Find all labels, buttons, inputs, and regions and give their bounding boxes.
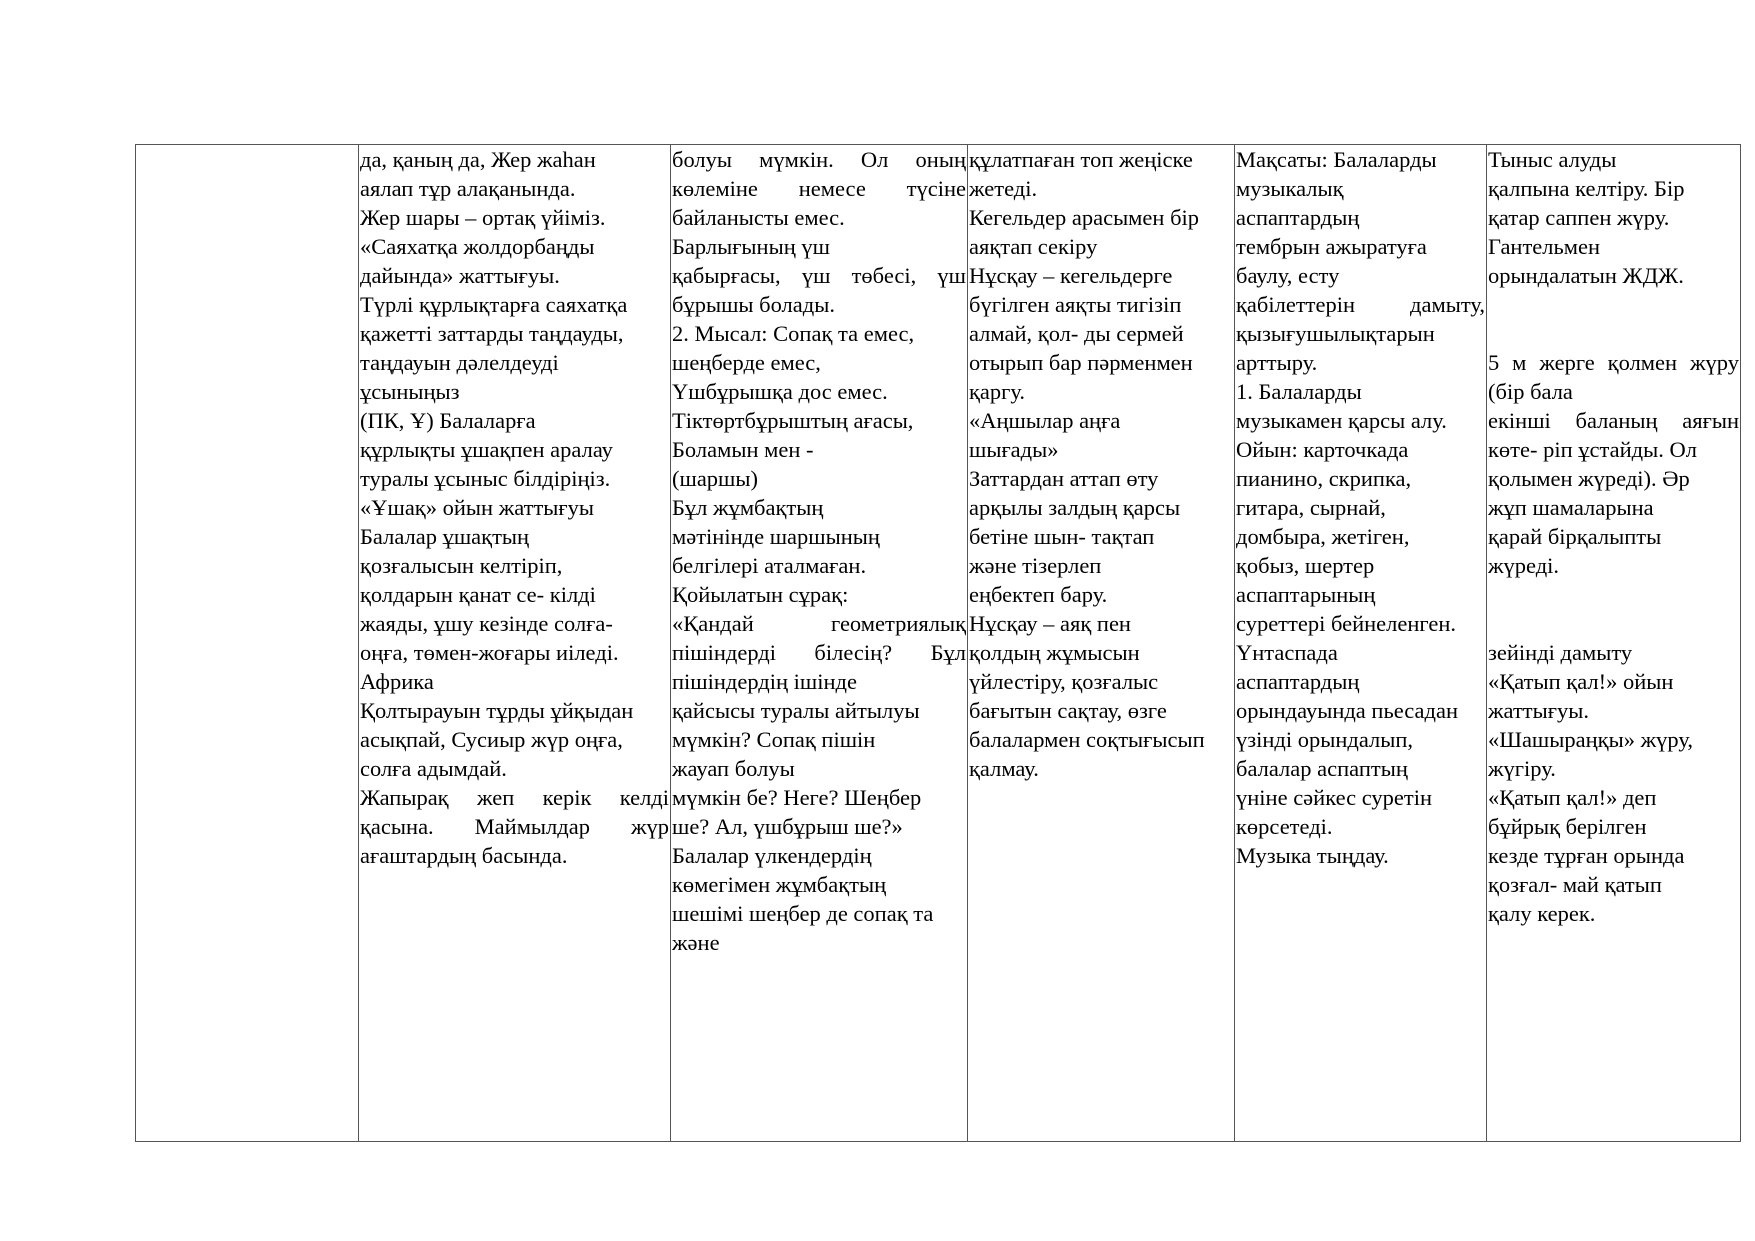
text-line: отырып бар пәрменмен [969, 350, 1193, 375]
text-line: болуы мүмкін. Ол оның [672, 147, 966, 172]
text-line: Үнтаспада [1236, 640, 1338, 665]
text-line: жүгіру. [1488, 756, 1556, 781]
text-line: гитара, сырнай, [1236, 495, 1386, 520]
text-line: қасына. Маймылдар жүр [360, 814, 669, 839]
table-cell [1235, 145, 1487, 1142]
text-line: оңға, төмен-жоғары иіледі. [360, 640, 619, 665]
table-cell [359, 145, 671, 1142]
text-line: Жер шары – ортақ үйіміз. [360, 205, 606, 230]
text-line: құлатпаған топ жеңіске [969, 147, 1193, 172]
text-line: мүмкін бе? Неге? Шеңбер [672, 785, 922, 810]
text-line: тембрын ажыратуға [1236, 234, 1427, 259]
text-line: Африка [360, 669, 434, 694]
text-line: ұсыныңыз [360, 379, 460, 404]
text-line: 2. Мысал: Сопақ та емес, [672, 321, 915, 346]
text-line: мәтінінде шаршының [672, 524, 880, 549]
table-cell [136, 145, 359, 1142]
text-line: «Қатып қал!» ойын [1488, 669, 1674, 694]
text-line: 5 м жерге қолмен жүру [1488, 350, 1739, 375]
text-line: қызығушылықтарын [1236, 321, 1435, 346]
text-line: қабілеттерін дамыту, [1236, 292, 1485, 317]
text-line: (бір бала [1488, 379, 1573, 404]
text-line: баулу, есту [1236, 263, 1340, 288]
text-line: Гантельмен [1488, 234, 1601, 259]
text-line: қобыз, шертер [1236, 553, 1375, 578]
text-line: көте- ріп ұстайды. Ол [1488, 437, 1697, 462]
text-line: аспаптардың [1236, 669, 1360, 694]
text-line: асықпай, Сусиыр жүр оңға, [360, 727, 623, 752]
text-line: бетіне шын- тақтап [969, 524, 1155, 549]
text-line: Түрлі құрлықтарға саяхатқа [360, 292, 628, 317]
text-line: туралы ұсыныс білдіріңіз. [360, 466, 611, 491]
text-line: байланысты емес. [672, 205, 845, 230]
text-line: шығады» [969, 437, 1059, 462]
text-line: екінші баланың аяғын [1488, 408, 1739, 433]
text-line: құрлықты ұшақпен аралау [360, 437, 613, 462]
table-cell [671, 145, 968, 1142]
text-line [1488, 609, 1739, 638]
text-line: бұйрық берілген [1488, 814, 1647, 839]
text-line: пішіндердің ішінде [672, 669, 857, 694]
text-line: қажетті заттарды таңдауды, [360, 321, 624, 346]
table-cell [1487, 145, 1741, 1142]
text-line: қолымен жүреді). Әр [1488, 466, 1690, 491]
text-line: қайсысы туралы айтылуы [672, 698, 920, 723]
text-line: пішіндерді білесің? Бұл [672, 640, 966, 665]
text-line: шешімі шеңбер де сопақ та [672, 901, 934, 926]
text-line: Нұсқау – аяқ пен [969, 611, 1131, 636]
text-line: балалар аспаптың [1236, 756, 1408, 781]
text-line: Нұсқау – кегельдерге [969, 263, 1173, 288]
text-line: «Қандай геометриялық [672, 611, 966, 636]
text-line: Боламын мен - [672, 437, 814, 462]
text-line: үзінді орындалып, [1236, 727, 1414, 752]
text-line: «Ұшақ» ойын жаттығуы [360, 495, 595, 520]
text-line: «Қатып қал!» деп [1488, 785, 1657, 810]
text-line: қалмау. [969, 756, 1039, 781]
text-line [1488, 319, 1739, 348]
text-line: жетеді. [969, 176, 1038, 201]
text-line: кезде тұрған орында [1488, 843, 1685, 868]
text-line: бүгілген аяқты тигізіп [969, 292, 1182, 317]
text-line: алмай, қол- ды сермей [969, 321, 1184, 346]
text-line: аспаптарының [1236, 582, 1376, 607]
text-line: музыкалық [1236, 176, 1344, 201]
text-line: көмегімен жұмбақтың [672, 872, 887, 897]
text-line: дайында» жаттығуы. [360, 263, 560, 288]
text-line: Балалар үлкендердің [672, 843, 872, 868]
text-line: қозғал- май қатып [1488, 872, 1662, 897]
text-line: Барлығының үш [672, 234, 830, 259]
text-line: музыкамен қарсы алу. [1236, 408, 1447, 433]
text-line: ағаштардың басында. [360, 843, 568, 868]
text-line: орындауында пьесадан [1236, 698, 1458, 723]
text-line: таңдауын дәлелдеуді [360, 350, 559, 375]
text-line: қабырғасы, үш төбесі, үш [672, 263, 966, 288]
text-line: көлеміне немесе түсіне [672, 176, 966, 201]
text-line: мүмкін? Сопақ пішін [672, 727, 876, 752]
text-line: (ПК, Ұ) Балаларға [360, 408, 536, 433]
text-line: көрсетеді. [1236, 814, 1333, 839]
text-line: және тізерлеп [969, 553, 1102, 578]
text-line: қатар саппен жүру. [1488, 205, 1670, 230]
text-line: және [672, 930, 720, 955]
text-line: орындалатын ЖДЖ. [1488, 263, 1684, 288]
text-line: Ойын: карточкада [1236, 437, 1409, 462]
text-line: «Саяхатқа жолдорбаңды [360, 234, 595, 259]
text-line: домбыра, жетіген, [1236, 524, 1410, 549]
text-line: белгілері аталмаған. [672, 553, 867, 578]
text-line: жаяды, ұшу кезінде солға- [360, 611, 613, 636]
text-line: жаттығуы. [1488, 698, 1589, 723]
text-line: ше? Ал, үшбұрыш ше?» [672, 814, 903, 839]
text-line: қаргу. [969, 379, 1026, 404]
text-line: Музыка тыңдау. [1236, 843, 1389, 868]
text-line: үніне сәйкес суретін [1236, 785, 1433, 810]
text-line: балалармен соқтығысып [969, 727, 1205, 752]
text-line: солға адымдай. [360, 756, 507, 781]
table-cell [968, 145, 1235, 1142]
text-line: Тыныс алуды [1488, 147, 1617, 172]
text-line: зейінді дамыту [1488, 640, 1633, 665]
text-line: Үшбұрышқа дос емес. [672, 379, 888, 404]
text-line: Заттардан аттап өту [969, 466, 1159, 491]
text-line [1488, 580, 1739, 609]
text-line: Мақсаты: Балаларды [1236, 147, 1437, 172]
text-line: да, қаның да, Жер жаһан [360, 147, 596, 172]
text-line: суреттері бейнеленген. [1236, 611, 1457, 636]
text-line: үйлестіру, қозғалыс [969, 669, 1159, 694]
text-line: Қолтырауын тұрды ұйқыдан [360, 698, 634, 723]
text-line: аяқтап секіру [969, 234, 1098, 259]
text-line: «Аңшылар аңға [969, 408, 1121, 433]
text-line [1488, 290, 1739, 319]
text-line: Тіктөртбұрыштың ағасы, [672, 408, 914, 433]
text-line: арттыру. [1236, 350, 1318, 375]
text-line: қалу керек. [1488, 901, 1596, 926]
table-row [136, 145, 1741, 1142]
text-line: бұрышы болады. [672, 292, 835, 317]
text-line: пианино, скрипка, [1236, 466, 1412, 491]
text-line: Жапырақ жеп керік келді [360, 785, 669, 810]
text-line: жұп шамаларына [1488, 495, 1654, 520]
text-line: жүреді. [1488, 553, 1560, 578]
text-line: Бұл жұмбақтың [672, 495, 824, 520]
text-line: Кегельдер арасымен бір [969, 205, 1200, 230]
text-line: 1. Балаларды [1236, 379, 1362, 404]
text-line: Қойылатын сұрақ: [672, 582, 849, 607]
text-line: қолдарын қанат се- кілді [360, 582, 596, 607]
text-line: аспаптардың [1236, 205, 1360, 230]
text-line: (шаршы) [672, 466, 758, 491]
text-line: қозғалысын келтіріп, [360, 553, 563, 578]
text-line: бағытын сақтау, өзге [969, 698, 1167, 723]
text-line: Балалар ұшақтың [360, 524, 530, 549]
text-line: аялап тұр алақанында. [360, 176, 576, 201]
text-line: шеңберде емес, [672, 350, 821, 375]
text-line: еңбектеп бару. [969, 582, 1108, 607]
text-line: қалпына келтіру. Бір [1488, 176, 1685, 201]
text-line: «Шашыраңқы» жүру, [1488, 727, 1693, 752]
text-line: арқылы залдың қарсы [969, 495, 1181, 520]
lesson-plan-table [135, 144, 1741, 1142]
text-line: қарай бірқалыпты [1488, 524, 1662, 549]
text-line: жауап болуы [672, 756, 795, 781]
text-line: қолдың жұмысын [969, 640, 1140, 665]
